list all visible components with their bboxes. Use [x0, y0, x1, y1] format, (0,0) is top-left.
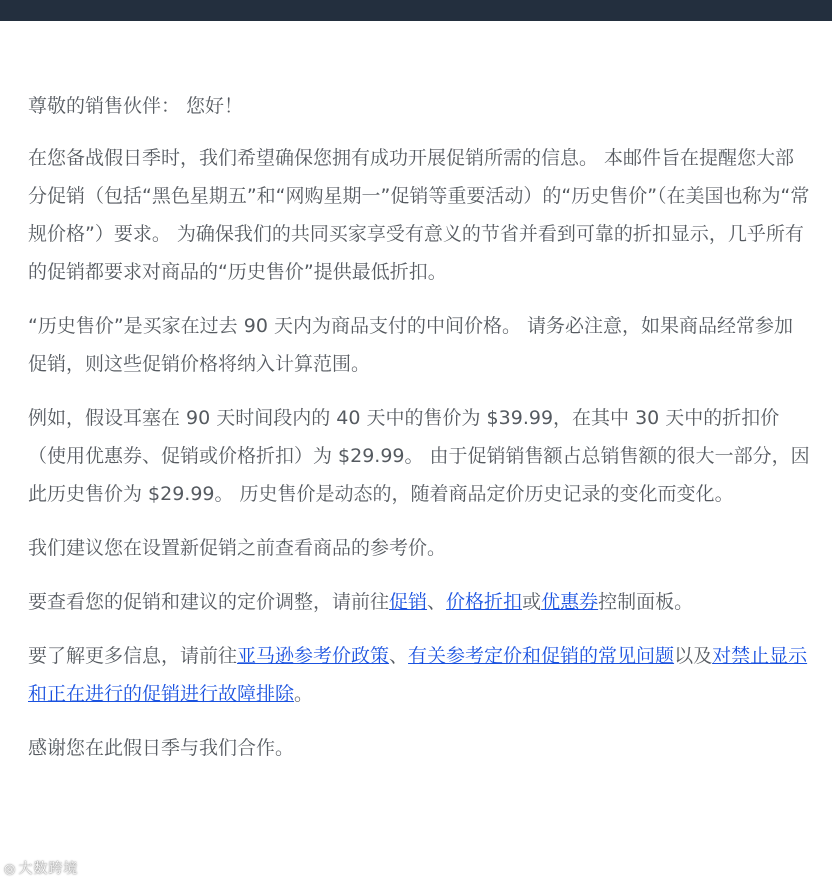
learn-more-paragraph	[28, 637, 810, 713]
dashboard-suffix: 控制面板。	[598, 591, 694, 613]
historical-price-definition: “历史售价”是买家在过去 90 天内为商品支付的中间价格。 请务必注意，如果商品经常参加促销，则这些促销价格将纳入计算范围。	[28, 315, 793, 375]
separator: 、	[389, 645, 409, 667]
separator: 或	[522, 591, 542, 613]
email-body	[0, 21, 832, 767]
closing-paragraph: 感谢您在此假日季与我们合作。	[28, 737, 295, 759]
watermark-logo-icon: ◎	[4, 862, 17, 877]
dashboard-prefix: 要查看您的促销和建议的定价调整，请前往	[28, 591, 390, 613]
price-discounts-link[interactable]: 价格折扣	[446, 591, 523, 613]
promotions-link[interactable]: 促销	[389, 591, 428, 613]
reference-price-policy-link[interactable]: 亚马逊参考价政策	[237, 645, 390, 667]
learn-more-mid: 以及	[674, 645, 713, 667]
top-bar	[0, 0, 832, 21]
example-paragraph: 例如，假设耳塞在 90 天时间段内的 40 天中的售价为 $39.99，在其中 30 天中的折扣价（使用优惠券、促销或价格折扣）为 $29.99。 由于促销销售额占总销售额的很大一部分，因此历史售价为 $29.99。 历史售价是动态的，随着商品定价历史记录的变化而变化。	[28, 407, 810, 505]
coupons-link[interactable]: 优惠券	[541, 591, 599, 613]
intro-paragraph: 在您备战假日季时，我们希望确保您拥有成功开展促销所需的信息。 本邮件旨在提醒您大部分促销（包括“黑色星期五”和“网购星期一”促销等重要活动）的“历史售价”（在美国也称为“常规价格”）要求。 为确保我们的共同买家享受有意义的节省并看到可靠的折扣显示，几乎所有的促销都要求对商品的“历史售价”提供最低折扣。	[28, 147, 810, 283]
watermark-text: 大数跨境	[18, 861, 79, 877]
dashboard-links-paragraph	[28, 583, 810, 621]
separator: 、	[427, 591, 447, 613]
faq-link[interactable]: 有关参考定价和促销的常见问题	[408, 645, 675, 667]
learn-more-suffix: 。	[294, 683, 314, 705]
watermark	[4, 858, 78, 878]
troubleshoot-link[interactable]: 对禁止显示和正在进行的促销进行故障排除	[28, 645, 808, 705]
greeting: 尊敬的销售伙伴： 您好！	[28, 95, 244, 117]
recommendation-paragraph: 我们建议您在设置新促销之前查看商品的参考价。	[28, 537, 447, 559]
learn-more-prefix: 要了解更多信息，请前往	[28, 645, 238, 667]
